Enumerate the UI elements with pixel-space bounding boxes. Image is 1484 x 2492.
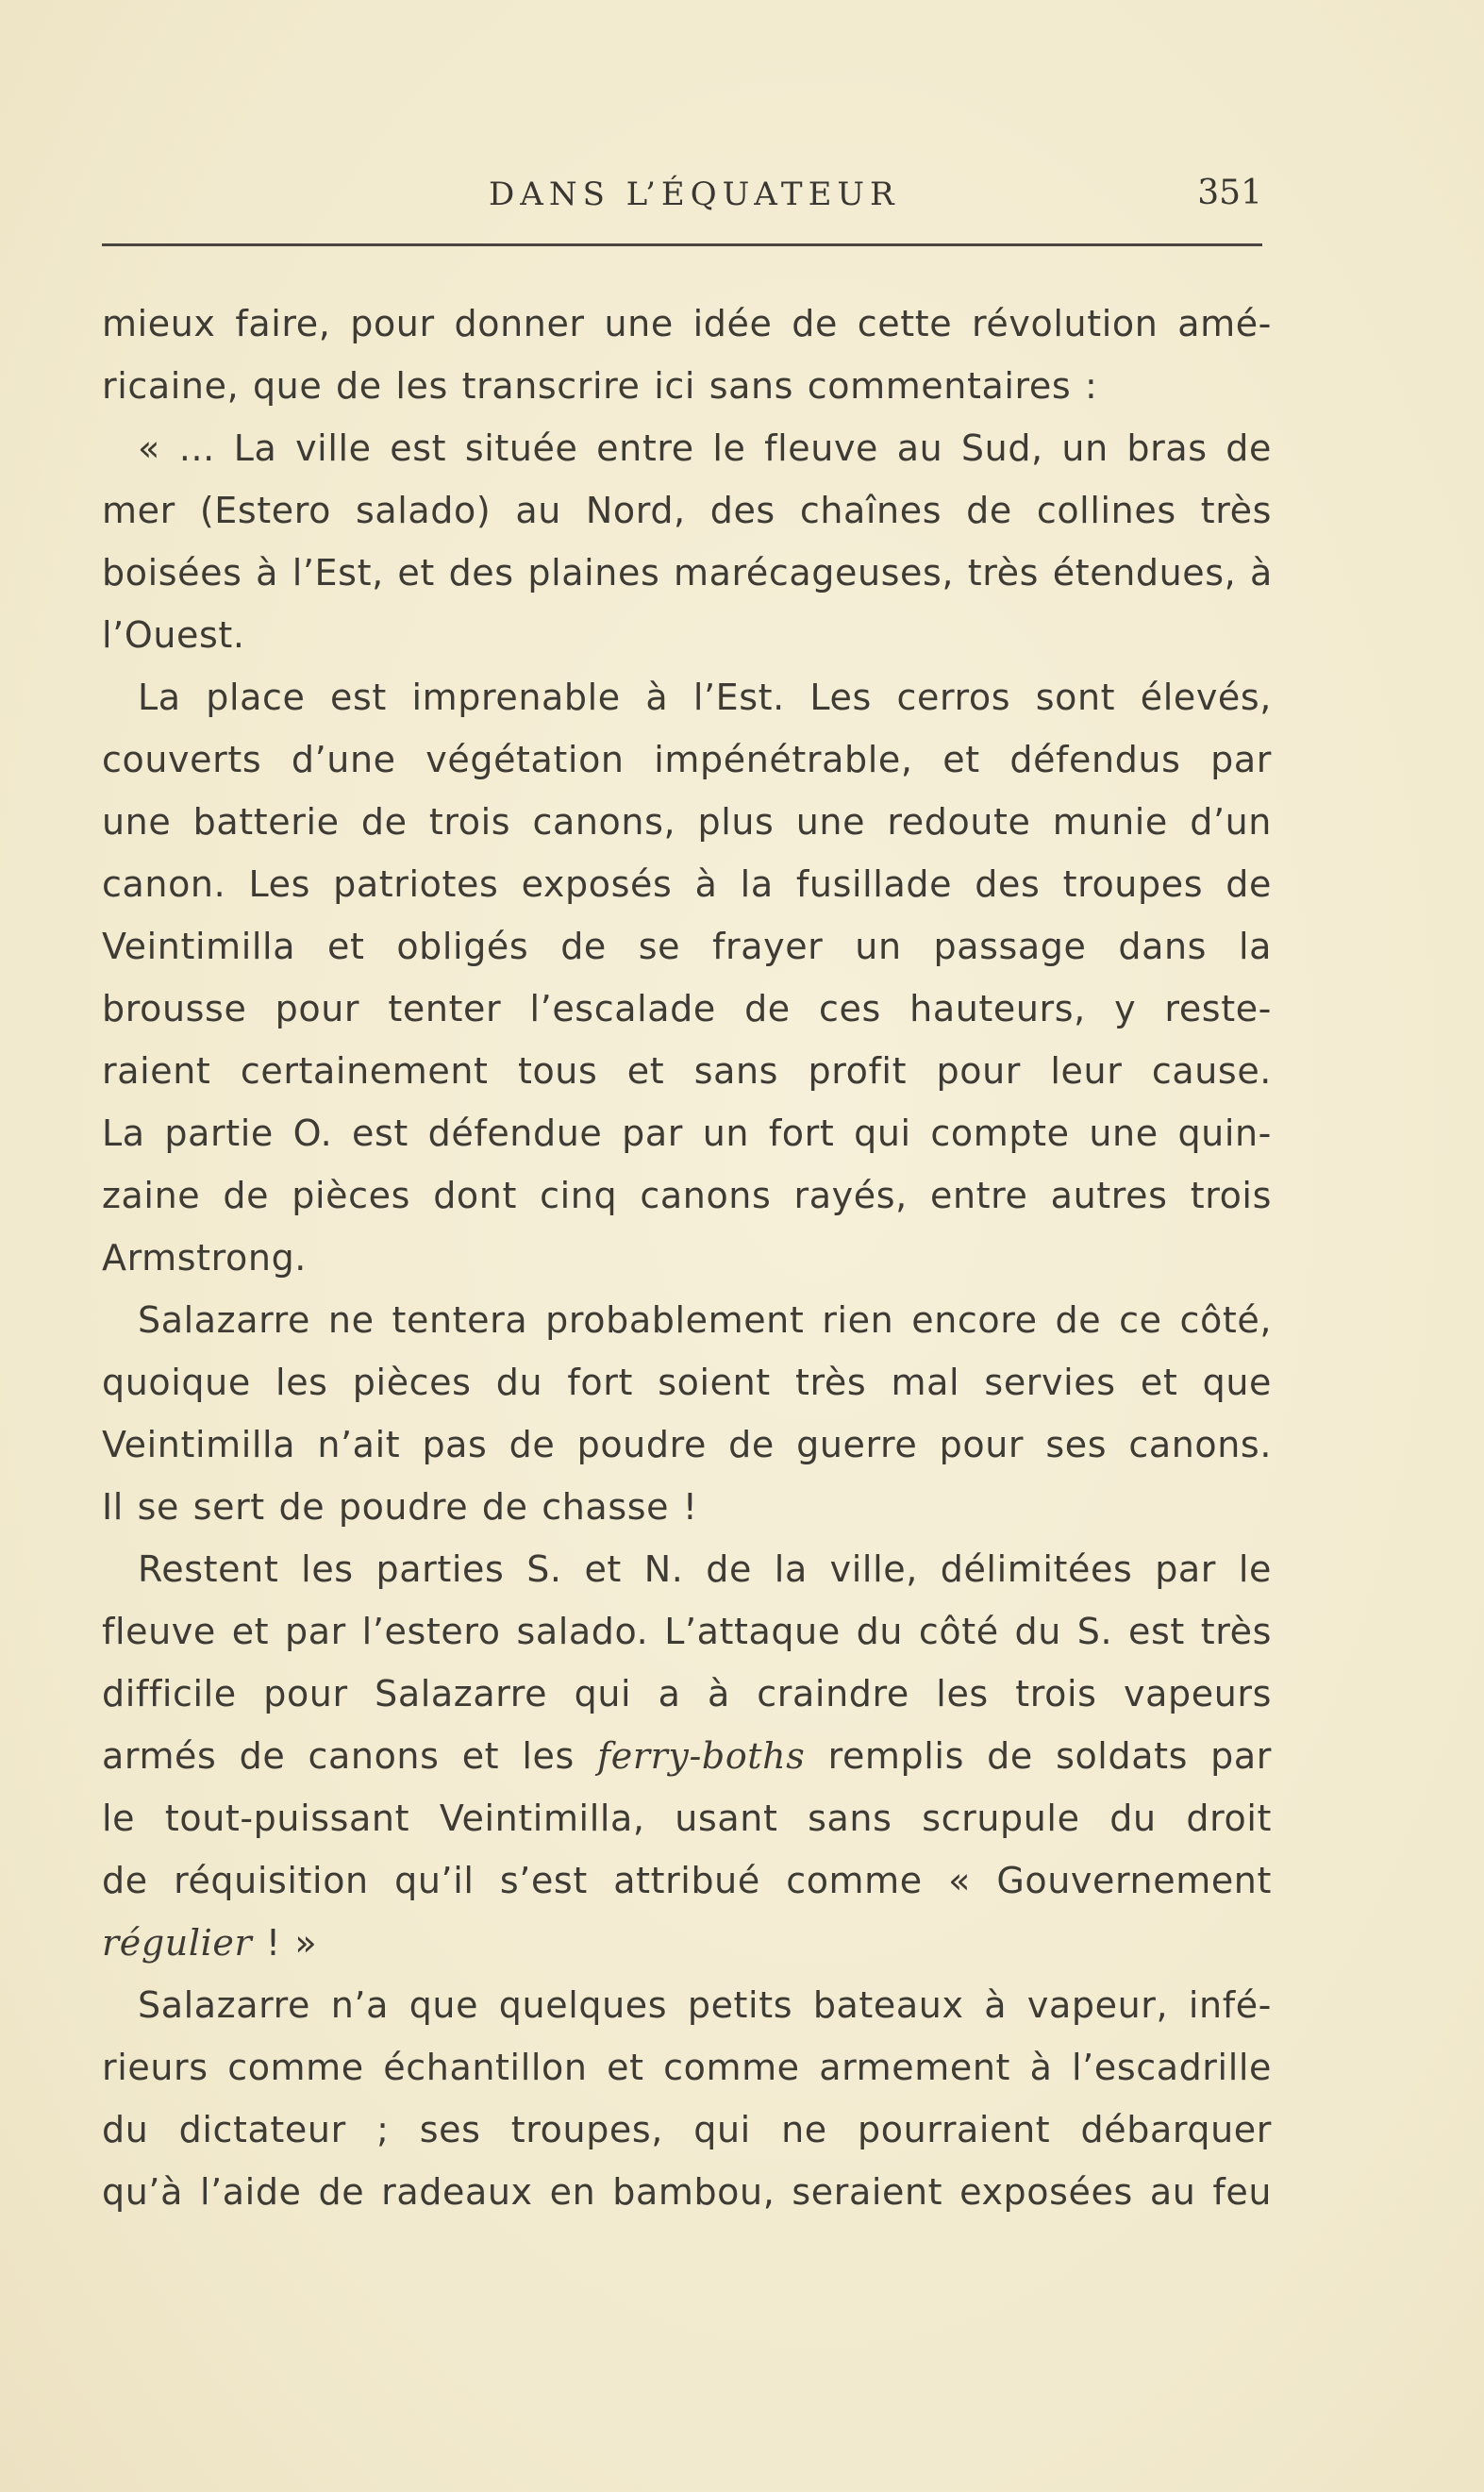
text-line: La partie O. est défendue par un fort qui compte une quin- xyxy=(102,1112,1272,1154)
text-line: quoique les pièces du fort soient très mal servies et que xyxy=(102,1362,1272,1403)
text-line: couverts d’une végétation impénétrable, et défendus par xyxy=(102,739,1272,780)
page-number: 351 xyxy=(1197,174,1262,212)
text-line: canon. Les patriotes exposés à la fusillade des troupes de xyxy=(102,863,1272,905)
text-line: Restent les parties S. et N. de la ville, délimitées par le xyxy=(138,1548,1272,1590)
text-line: difficile pour Salazarre qui a à craindre les trois vapeurs xyxy=(102,1673,1272,1714)
text-segment: armés de canons et les xyxy=(102,1735,575,1777)
text-line: une batterie de trois canons, plus une redoute munie d’un xyxy=(102,801,1272,843)
text-line: Salazarre ne tentera probablement rien encore de ce côté, xyxy=(138,1299,1272,1341)
text-line: qu’à l’aide de radeaux en bambou, seraient exposées au feu xyxy=(102,2171,1272,2213)
text-line: La place est imprenable à l’Est. Les cerros sont élevés, xyxy=(138,677,1272,718)
text-segment-italic: régulier xyxy=(102,1922,253,1964)
text-segment: remplis de soldats par xyxy=(827,1735,1272,1777)
header-rule xyxy=(102,243,1262,246)
text-line: Veintimilla et obligés de se frayer un passage dans la xyxy=(102,926,1272,967)
text-segment: ! » xyxy=(265,1922,318,1964)
running-head: DANS L’ÉQUATEUR xyxy=(489,176,900,213)
text-line-mixed xyxy=(102,1912,1272,1974)
text-line-mixed xyxy=(102,1725,1272,1787)
text-line: mieux faire, pour donner une idée de cette révolution amé- xyxy=(102,303,1272,344)
text-line: brousse pour tenter l’escalade de ces hauteurs, y reste- xyxy=(102,988,1272,1029)
text-line: ricaine, que de les transcrire ici sans commentaires : xyxy=(102,365,1098,407)
text-segment-italic: ferry-boths xyxy=(597,1735,806,1777)
page-header xyxy=(102,168,1262,234)
text-line: raient certainement tous et sans profit pour leur cause. xyxy=(102,1050,1272,1092)
text-line: « … La ville est située entre le fleuve au Sud, un bras de xyxy=(138,427,1272,469)
text-line: fleuve et par l’estero salado. L’attaque du côté du S. est très xyxy=(102,1611,1272,1652)
text-line: boisées à l’Est, et des plaines marécageuses, très étendues, à xyxy=(102,552,1273,594)
text-line: l’Ouest. xyxy=(102,614,245,656)
body-text xyxy=(102,293,1272,2223)
text-line: de réquisition qu’il s’est attribué comme « Gouvernement xyxy=(102,1860,1272,1901)
text-line: Armstrong. xyxy=(102,1237,307,1279)
text-line: du dictateur ; ses troupes, qui ne pourraient débarquer xyxy=(102,2109,1272,2150)
text-line: mer (Estero salado) au Nord, des chaînes de collines très xyxy=(102,490,1272,531)
text-line: rieurs comme échantillon et comme armement à l’escadrille xyxy=(102,2047,1272,2088)
text-line: zaine de pièces dont cinq canons rayés, entre autres trois xyxy=(102,1175,1272,1216)
text-line: Veintimilla n’ait pas de poudre de guerre pour ses canons. xyxy=(102,1424,1272,1465)
text-line: le tout-puissant Veintimilla, usant sans scrupule du droit xyxy=(102,1798,1272,1839)
text-line: Il se sert de poudre de chasse ! xyxy=(102,1486,698,1528)
text-line: Salazarre n’a que quelques petits bateaux à vapeur, infé- xyxy=(138,1984,1272,2026)
